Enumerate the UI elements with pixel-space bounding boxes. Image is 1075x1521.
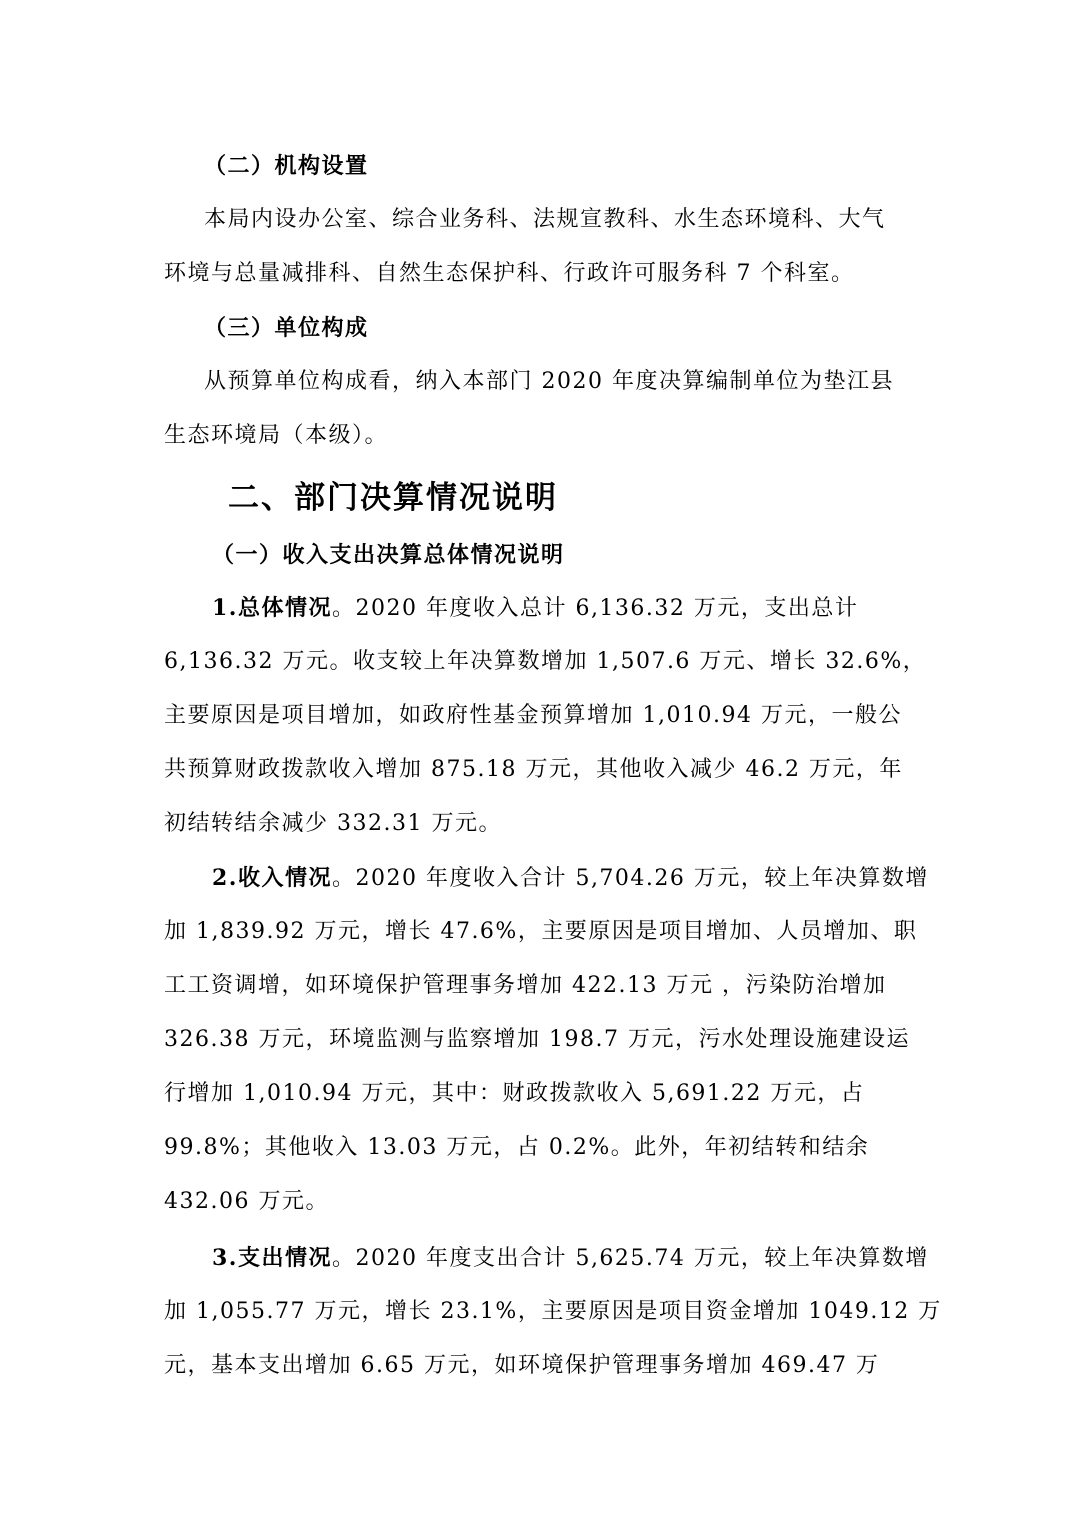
paragraph-line: 共预算财政拨款收入增加 875.18 万元，其他收入减少 46.2 万元，年 [164, 757, 903, 782]
paragraph-line: 初结转结余减少 332.31 万元。 [164, 811, 502, 836]
main-heading: 二、部门决算情况说明 [228, 480, 558, 516]
paragraph-line: 行增加 1,010.94 万元，其中：财政拨款收入 5,691.22 万元，占 [164, 1081, 865, 1106]
paragraph-line: 环境与总量减排科、自然生态保护科、行政许可服务科 7 个科室。 [164, 261, 855, 286]
section-heading-units: （三）单位构成 [204, 315, 369, 341]
paragraph-line: 99.8%；其他收入 13.03 万元，占 0.2%。此外，年初结转和结余 [164, 1135, 870, 1160]
paragraph-line [212, 593, 858, 624]
paragraph-line: 生态环境局（本级）。 [164, 423, 389, 448]
paragraph-line: 326.38 万元，环境监测与监察增加 198.7 万元，污水处理设施建设运 [164, 1027, 910, 1052]
paragraph-line [212, 1243, 929, 1274]
paragraph-label-overall: 1.总体情况 [212, 595, 332, 621]
paragraph-line: 6,136.32 万元。收支较上年决算数增加 1,507.6 万元、增长 32.6%， [164, 649, 927, 674]
paragraph-line: 从预算单位构成看，纳入本部门 2020 年度决算编制单位为垫江县 [204, 369, 894, 394]
section-heading-org: （二）机构设置 [204, 153, 369, 179]
paragraph-line: 本局内设办公室、综合业务科、法规宣教科、水生态环境科、大气 [204, 207, 886, 232]
paragraph-line: 工工资调增，如环境保护管理事务增加 422.13 万元 ，污染防治增加 [164, 973, 887, 998]
paragraph-label-expense: 3.支出情况 [212, 1245, 332, 1271]
paragraph-text: 。2020 年度收入合计 5,704.26 万元，较上年决算数增 [331, 866, 929, 891]
paragraph-line: 元，基本支出增加 6.65 万元，如环境保护管理事务增加 469.47 万 [164, 1353, 880, 1378]
paragraph-line: 加 1,055.77 万元，增长 23.1%，主要原因是项目资金增加 1049.12 万 [164, 1299, 942, 1324]
paragraph-line [212, 863, 929, 894]
paragraph-label-income: 2.收入情况 [212, 865, 332, 891]
paragraph-line: 432.06 万元。 [164, 1189, 329, 1214]
sub-heading: （一）收入支出决算总体情况说明 [212, 542, 565, 568]
paragraph-line: 加 1,839.92 万元，增长 47.6%，主要原因是项目增加、人员增加、职 [164, 919, 918, 944]
paragraph-line: 主要原因是项目增加，如政府性基金预算增加 1,010.94 万元，一般公 [164, 703, 902, 728]
paragraph-text: 。2020 年度支出合计 5,625.74 万元，较上年决算数增 [331, 1246, 929, 1271]
paragraph-text: 。2020 年度收入总计 6,136.32 万元，支出总计 [331, 596, 859, 621]
